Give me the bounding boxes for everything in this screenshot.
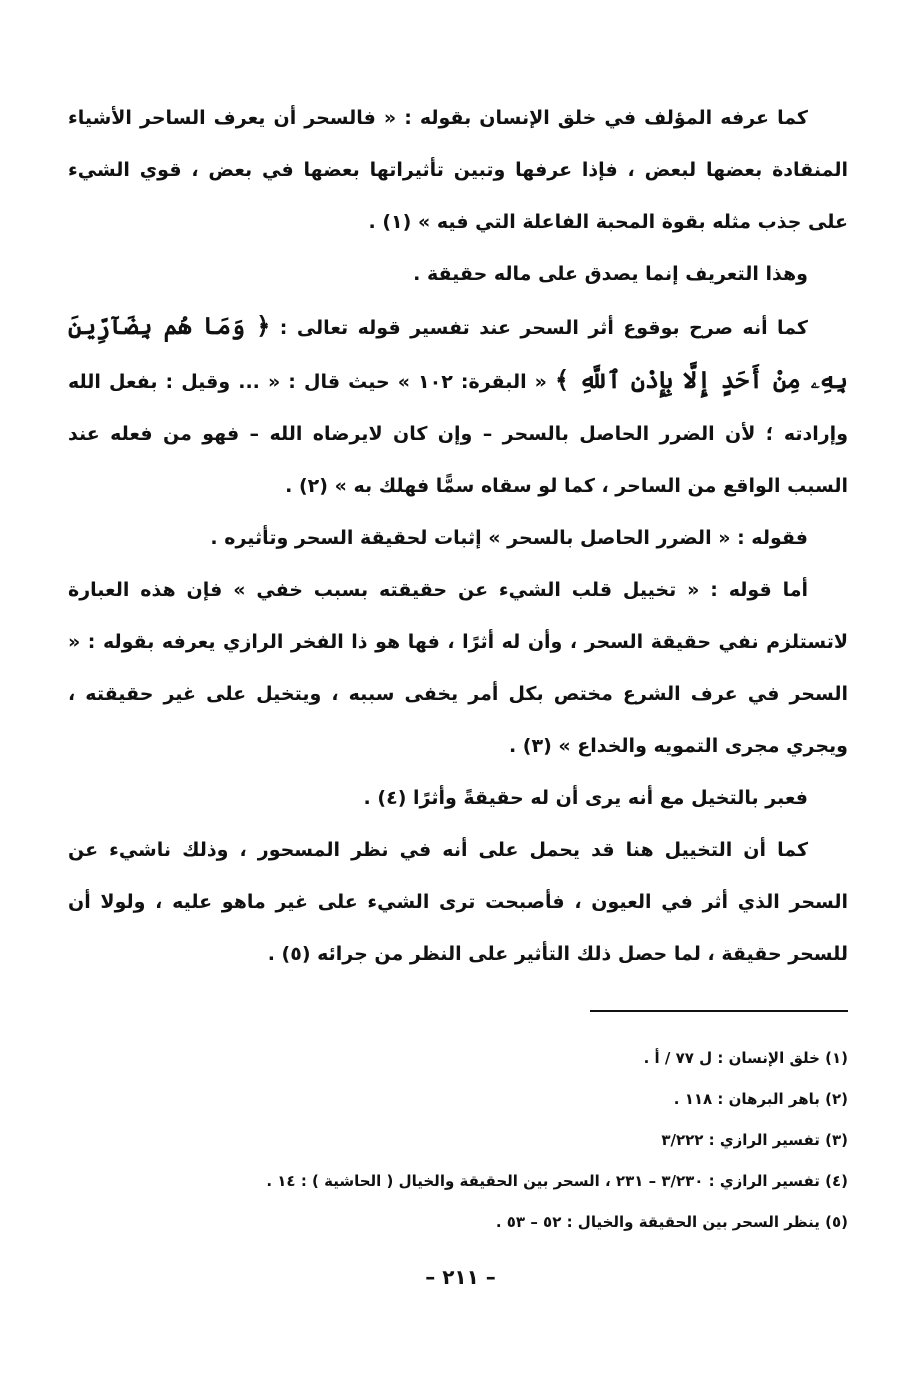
paragraph-definition-note: وهذا التعريف إنما يصدق على ماله حقيقة . (413, 263, 808, 285)
footnote-2: (٢) باهر البرهان : ١١٨ . (673, 1090, 848, 1108)
paragraph-illusion: أما قوله : « تخييل قلب الشيء عن حقيقته بسبب خفي » فإن هذه العبارة لاتستلزم نفي حقيقة السحر ، وأن له أثرًا ، فها هو ذا الفخر الرازي يعرفه بقوله : « السحر في عرف الشرع مختص بكل أمر يخفى سببه ، ويتخيل على غير حقيقته ، ويجري مجرى التمويه والخداع » (٣) . (68, 579, 848, 757)
paragraph-expression: فعبر بالتخيل مع أنه يرى أن له حقيقةً وأثرًا (٤) . (363, 787, 808, 809)
quran-verse: ﴿ وَمَا هُم بِضَآرِّينَ بِهِۦ مِنْ أَحَدٍ إِلَّا بِإِذْنِ ٱللَّهِ ﴾ (68, 311, 848, 394)
paragraph-conclusion: كما أن التخييل هنا قد يحمل على أنه في نظر المسحور ، وذلك ناشيء عن السحر الذي أثر في العيون ، فأصبحت ترى الشيء على غير ماهو عليه ، ولولا أن للسحر حقيقة ، لما حصل ذلك التأثير على النظر من جرائه (٥) . (68, 839, 848, 965)
paragraph-definition: كما عرفه المؤلف في خلق الإنسان بقوله : « فالسحر أن يعرف الساحر الأشياء المنقادة بعضها لبعض ، فإذا عرفها وتبين تأثيراتها بعضها في بعض ، قوي الشيء على جذب مثله بقوة المحبة الفاعلة التي فيه » (١) . (68, 107, 848, 233)
main-text (68, 92, 848, 980)
quran-intro: كما أنه صرح بوقوع أثر السحر عند تفسير قوله تعالى : (279, 317, 808, 339)
footnote-5: (٥) ينظر السحر بين الحقيقة والخيال : ٥٢ – ٥٣ . (495, 1213, 848, 1231)
page-number: – ٢١١ – (425, 1265, 496, 1289)
footnote-3: (٣) تفسير الرازي : ٣/٢٢٢ (661, 1131, 848, 1149)
footnote-1: (١) خلق الإنسان : ل ٧٧ / أ . (643, 1049, 848, 1067)
footnote-separator (590, 1010, 848, 1012)
paragraph-harm: فقوله : « الضرر الحاصل بالسحر » إثبات لحقيقة السحر وتأثيره . (210, 527, 808, 549)
paragraph-quran (68, 300, 848, 512)
footnotes (160, 1038, 848, 1243)
quran-commentary: « البقرة: ١٠٢ » حيث قال : « ... وقيل : بفعل الله وإرادته ؛ لأن الضرر الحاصل بالسحر – وإن كان لايرضاه الله – فهو من فعله عند السبب الواقع من الساحر ، كما لو سقاه سمًّا فهلك به » (٢) . (68, 371, 848, 497)
footnote-4: (٤) تفسير الرازي : ٣/٢٣٠ – ٢٣١ ، السحر بين الحقيقة والخيال ( الحاشية ) : ١٤ . (266, 1172, 848, 1190)
